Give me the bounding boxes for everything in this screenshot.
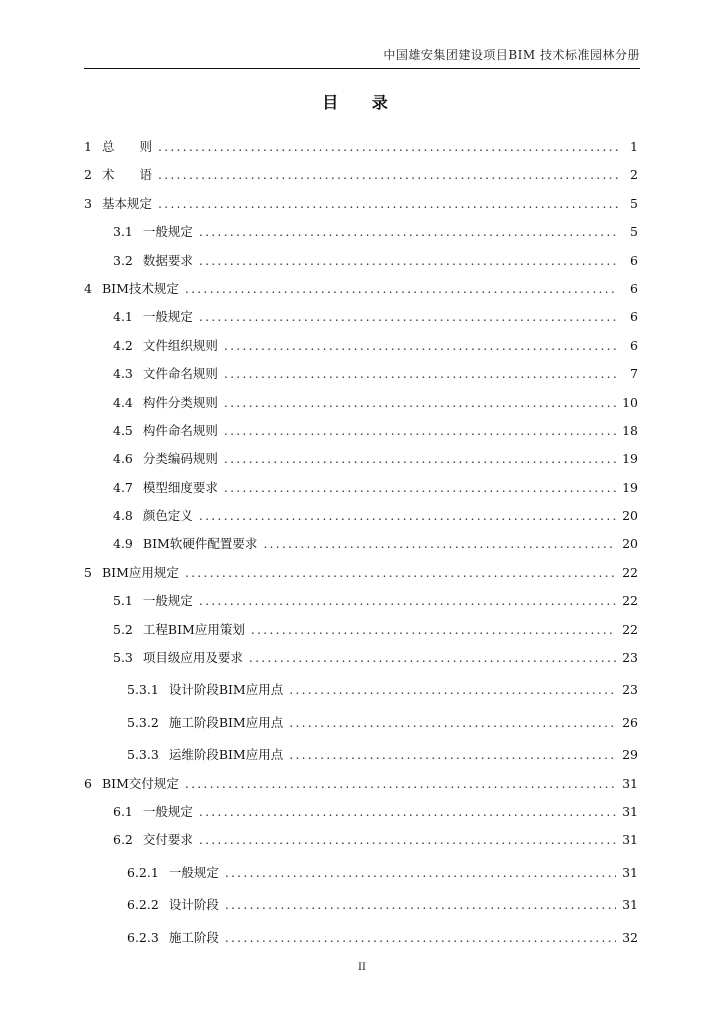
toc-entry-label: BIM技术规定 (101, 280, 179, 296)
toc-entry-page: 10 (622, 394, 638, 410)
toc-entry-number: 5.3.1 (127, 682, 159, 698)
toc-leader-dots (199, 303, 618, 331)
toc-entry-page: 26 (622, 714, 638, 730)
toc-entry-label: 设计阶段BIM应用点 (168, 682, 284, 698)
toc-entry-number: 4.6 (113, 451, 133, 467)
toc-entry-page: 20 (622, 536, 638, 552)
toc-entry-label: 交付要求 (142, 832, 193, 848)
toc-entry-page: 5 (630, 224, 638, 240)
toc-leader-dots (225, 859, 616, 887)
toc-entry-number: 6.2 (113, 832, 133, 848)
toc-entry-number: 4.3 (113, 366, 133, 382)
toc-leader-dots (199, 218, 618, 246)
toc-entry-label: 文件组织规则 (142, 337, 218, 353)
toc-leader-dots (199, 826, 616, 854)
toc-entry-number: 2 (84, 167, 92, 183)
toc-entry-page: 23 (622, 650, 638, 666)
toc-entry-page: 7 (630, 366, 638, 382)
toc-entry[interactable] (84, 676, 638, 704)
toc-entry[interactable] (84, 474, 638, 502)
toc-entry[interactable] (84, 275, 638, 303)
toc-entry[interactable] (84, 530, 638, 558)
toc-entry-label: 项目级应用及要求 (142, 650, 243, 666)
toc-entry-label: 颜色定义 (142, 508, 193, 524)
toc-entry-label: 一般规定 (142, 593, 193, 609)
toc-entry-number: 4.7 (113, 479, 133, 495)
toc-leader-dots (185, 770, 616, 798)
toc-leader-dots (158, 190, 618, 218)
toc-entry[interactable] (84, 389, 638, 417)
page-title: 目 录 (322, 93, 402, 112)
table-of-contents (84, 133, 638, 952)
toc-leader-dots (289, 709, 616, 737)
toc-entry-number: 5.2 (113, 621, 133, 637)
toc-leader-dots (224, 417, 616, 445)
toc-leader-dots (199, 798, 616, 826)
toc-entry[interactable] (84, 161, 638, 189)
toc-entry-label: 设计阶段 (168, 897, 219, 913)
toc-entry-number: 6.2.1 (127, 864, 159, 880)
toc-entry-number: 5.1 (113, 593, 133, 609)
toc-leader-dots (251, 616, 616, 644)
toc-entry-label: 总 则 (101, 139, 152, 154)
toc-entry-number: 5.3.2 (127, 714, 159, 730)
toc-entry-number: 3.2 (113, 252, 133, 268)
toc-leader-dots (225, 924, 616, 952)
toc-leader-dots (224, 445, 616, 473)
toc-entry-page: 31 (622, 897, 638, 913)
toc-entry[interactable] (84, 445, 638, 473)
toc-entry[interactable] (84, 798, 638, 826)
toc-entry[interactable] (84, 417, 638, 445)
toc-leader-dots (185, 559, 616, 587)
toc-entry-page: 6 (630, 280, 638, 296)
toc-entry[interactable] (84, 502, 638, 530)
toc-entry-page: 31 (622, 803, 638, 819)
header-rule (84, 68, 640, 69)
toc-entry-page: 22 (622, 621, 638, 637)
toc-entry-page: 31 (622, 864, 638, 880)
toc-entry-page: 22 (622, 593, 638, 609)
toc-entry[interactable] (84, 360, 638, 388)
toc-entry[interactable] (84, 559, 638, 587)
toc-entry[interactable] (84, 616, 638, 644)
toc-entry-label: BIM交付规定 (101, 775, 179, 791)
toc-entry[interactable] (84, 891, 638, 919)
toc-entry-page: 29 (622, 747, 638, 763)
toc-entry-number: 5 (84, 564, 92, 580)
toc-entry[interactable] (84, 190, 638, 218)
toc-entry[interactable] (84, 644, 638, 672)
toc-entry-label: 工程BIM应用策划 (142, 621, 245, 637)
toc-entry[interactable] (84, 303, 638, 331)
toc-leader-dots (224, 474, 616, 502)
toc-entry-label: 模型细度要求 (142, 479, 218, 495)
toc-leader-dots (224, 389, 616, 417)
toc-entry-page: 20 (622, 508, 638, 524)
toc-entry[interactable] (84, 826, 638, 854)
toc-entry-page: 18 (622, 422, 638, 438)
toc-leader-dots (185, 275, 618, 303)
toc-entry-label: 基本规定 (101, 195, 152, 211)
toc-entry-page: 23 (622, 682, 638, 698)
toc-leader-dots (199, 502, 616, 530)
toc-entry-page: 6 (630, 252, 638, 268)
toc-leader-dots (249, 644, 616, 672)
page-number: II (358, 962, 366, 973)
toc-leader-dots (289, 741, 616, 769)
toc-leader-dots (224, 332, 618, 360)
toc-entry-label: 一般规定 (142, 309, 193, 325)
toc-entry-page: 5 (630, 195, 638, 211)
running-header: 中国雄安集团建设项目BIM 技术标准园林分册 (383, 48, 640, 62)
toc-entry-label: 一般规定 (142, 224, 193, 240)
toc-entry[interactable] (84, 587, 638, 615)
toc-entry-page: 22 (622, 564, 638, 580)
toc-entry-label: 文件命名规则 (142, 366, 218, 382)
toc-leader-dots (158, 133, 618, 161)
toc-entry-label: 运维阶段BIM应用点 (168, 747, 284, 763)
toc-entry-number: 6.2.2 (127, 897, 159, 913)
toc-entry-label: 构件分类规则 (142, 394, 218, 410)
toc-entry-number: 3.1 (113, 224, 133, 240)
toc-entry-page: 19 (622, 451, 638, 467)
toc-entry-label: 一般规定 (142, 803, 193, 819)
toc-entry-page: 1 (630, 139, 638, 154)
toc-entry-page: 2 (630, 167, 638, 183)
toc-entry-label: 构件命名规则 (142, 422, 218, 438)
toc-entry-label: 术 语 (101, 167, 152, 183)
toc-leader-dots (199, 247, 618, 275)
toc-entry[interactable] (84, 709, 638, 737)
toc-entry-label: 施工阶段 (168, 929, 219, 945)
toc-entry-number: 4.4 (113, 394, 133, 410)
toc-entry[interactable] (84, 247, 638, 275)
toc-leader-dots (199, 587, 616, 615)
toc-entry-number: 4.1 (113, 309, 133, 325)
toc-leader-dots (263, 530, 616, 558)
toc-leader-dots (158, 161, 618, 189)
toc-entry-label: 一般规定 (168, 864, 219, 880)
toc-entry-number: 3 (84, 195, 92, 211)
toc-entry-page: 6 (630, 309, 638, 325)
toc-entry-number: 5.3 (113, 650, 133, 666)
toc-entry-number: 4.8 (113, 508, 133, 524)
toc-leader-dots (225, 891, 616, 919)
toc-entry[interactable] (84, 859, 638, 887)
toc-entry-number: 6.1 (113, 803, 133, 819)
toc-entry-label: 分类编码规则 (142, 451, 218, 467)
toc-entry-number: 1 (84, 139, 92, 154)
toc-entry-number: 4.9 (113, 536, 133, 552)
toc-entry-page: 32 (622, 929, 638, 945)
toc-entry-page: 31 (622, 775, 638, 791)
toc-leader-dots (224, 360, 618, 388)
toc-entry[interactable] (84, 332, 638, 360)
toc-entry-number: 4 (84, 280, 92, 296)
toc-entry-page: 31 (622, 832, 638, 848)
toc-entry-number: 4.5 (113, 422, 133, 438)
toc-entry-label: BIM软硬件配置要求 (142, 536, 258, 552)
toc-entry[interactable] (84, 133, 638, 161)
toc-entry-label: BIM应用规定 (101, 564, 179, 580)
toc-entry[interactable] (84, 770, 638, 798)
toc-entry-number: 6 (84, 775, 92, 791)
toc-entry-page: 6 (630, 337, 638, 353)
toc-entry-page: 19 (622, 479, 638, 495)
toc-entry-label: 施工阶段BIM应用点 (168, 714, 284, 730)
toc-entry[interactable] (84, 741, 638, 769)
toc-entry[interactable] (84, 924, 638, 952)
toc-entry-number: 4.2 (113, 337, 133, 353)
toc-entry-label: 数据要求 (142, 252, 193, 268)
toc-entry-number: 6.2.3 (127, 929, 159, 945)
toc-entry-number: 5.3.3 (127, 747, 159, 763)
toc-leader-dots (289, 676, 616, 704)
toc-entry[interactable] (84, 218, 638, 246)
